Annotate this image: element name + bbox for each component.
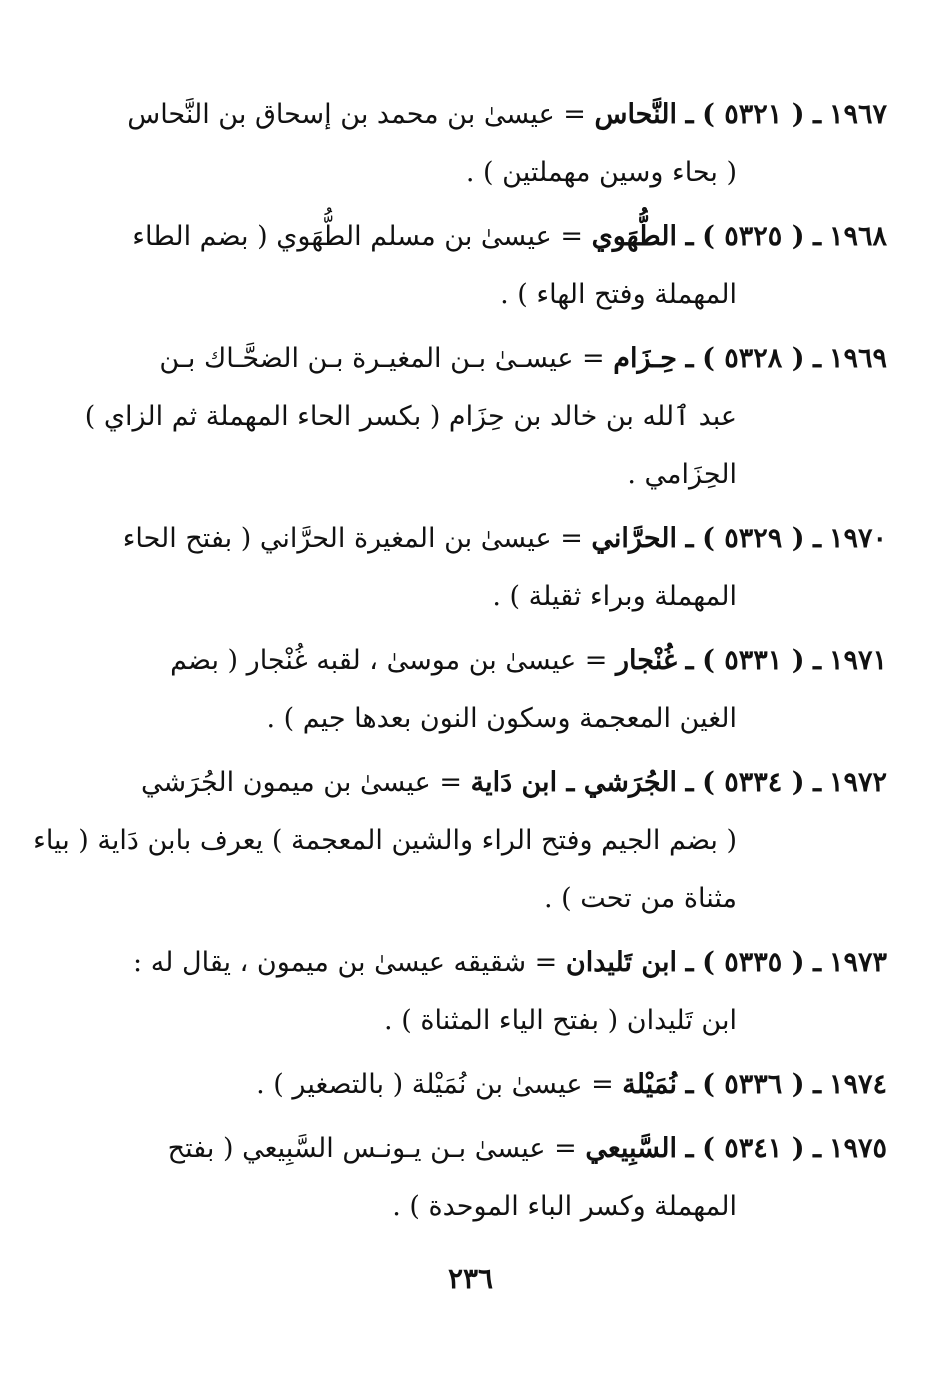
- entry-reference: ( ٥٣٢١ ): [702, 99, 805, 130]
- entry-1967: [71, 86, 888, 202]
- entry-reference: ( ٥٣٣٤ ): [702, 767, 805, 798]
- entry-heading: حِـزَام: [613, 343, 677, 374]
- entry-reference: ( ٥٣٢٨ ): [702, 343, 805, 374]
- entry-line: ابن تَليدان ( بفتح الياء المثناة ) .: [384, 1005, 737, 1036]
- entry-line: [71, 1056, 821, 1114]
- entry-line: [71, 330, 821, 388]
- entry-reference: ( ٥٣٣٦ ): [702, 1069, 805, 1100]
- entry-text: = عيسىٰ بن موسىٰ ، لقبه غُنْجار ( بضم: [170, 645, 608, 676]
- entry-number: ١٩٦٩: [829, 343, 888, 374]
- entry-text: = شقيقه عيسىٰ بن ميمون ، يقال له :: [133, 947, 558, 978]
- entry-line: [71, 510, 821, 568]
- entry-line: ( بحاء وسين مهملتين ) .: [465, 157, 737, 188]
- entry-reference: ( ٥٣٣٥ ): [702, 947, 805, 978]
- entry-line: [71, 1120, 821, 1178]
- entry-1969: [71, 330, 888, 504]
- entry-separator: ـ: [813, 99, 821, 130]
- entry-number: ١٩٧٥: [829, 1133, 888, 1164]
- entry-line: الحِزَامي .: [627, 459, 737, 490]
- entry-separator: ـ: [685, 523, 694, 554]
- entry-text: = عيسىٰ بن المغيرة الحرَّاني ( بفتح الحاء: [122, 523, 583, 554]
- entry-text: = عيسىٰ بـن يـونـس السَّبِيعي ( بفتح: [167, 1133, 577, 1164]
- entry-line: المهملة وبراء ثقيلة ) .: [492, 581, 737, 612]
- entry-separator: ـ: [813, 645, 821, 676]
- entry-heading: الطُّهَوي: [591, 221, 677, 252]
- entry-separator: ـ: [813, 221, 821, 252]
- entry-separator: ـ: [685, 343, 694, 374]
- entry-text: = عيسىٰ بن محمد بن إسحاق بن النَّحاس: [127, 99, 586, 130]
- entry-1971: [71, 632, 888, 748]
- entry-heading: الجُرَشي ـ ابن دَاية: [470, 767, 677, 798]
- entry-number: ١٩٧٠: [829, 523, 888, 554]
- entry-separator: ـ: [813, 343, 821, 374]
- entry-heading: الحرَّاني: [591, 523, 677, 554]
- entry-number: ١٩٧٢: [829, 767, 888, 798]
- entry-number: ١٩٧٣: [829, 947, 888, 978]
- entry-text: = عيسىٰ بن ميمون الجُرَشي: [140, 767, 462, 798]
- entry-line: عبد ٱلله بن خالد بن حِزَام ( بكسر الحاء المهملة ثم الزاي ): [84, 401, 737, 432]
- entry-separator: ـ: [685, 767, 694, 798]
- entry-separator: ـ: [685, 1069, 694, 1100]
- entry-separator: ـ: [685, 99, 694, 130]
- entry-heading: غُنْجار: [616, 645, 677, 676]
- entry-1972: [33, 754, 888, 928]
- entry-heading: السَّبِيعي: [585, 1133, 677, 1164]
- entry-separator: ـ: [813, 767, 821, 798]
- entry-line: المهملة وكسر الباء الموحدة ) .: [392, 1191, 737, 1222]
- entry-number: ١٩٦٨: [829, 221, 888, 252]
- entry-1968: [71, 208, 888, 324]
- entry-line: [71, 86, 821, 144]
- entry-reference: ( ٥٣٢٩ ): [702, 523, 805, 554]
- entry-heading: النَّحاس: [594, 99, 677, 130]
- entry-1975: [71, 1120, 888, 1236]
- entry-reference: ( ٥٣٢٥ ): [702, 221, 805, 252]
- entry-line: [71, 934, 821, 992]
- entry-1970: [71, 510, 888, 626]
- entry-1974: [71, 1056, 888, 1114]
- entry-number: ١٩٦٧: [829, 99, 888, 130]
- entry-number: ١٩٧١: [829, 645, 888, 676]
- entry-line: مثناة من تحت ) .: [543, 883, 737, 914]
- entry-separator: ـ: [685, 221, 694, 252]
- entry-text: = عيسـىٰ بـن المغيـرة بـن الضحَّـاك بـن: [159, 343, 605, 374]
- entry-separator: ـ: [685, 947, 694, 978]
- entry-separator: ـ: [813, 523, 821, 554]
- entry-separator: ـ: [813, 1133, 821, 1164]
- entry-separator: ـ: [813, 1069, 821, 1100]
- entry-1973: [71, 934, 888, 1050]
- entry-line: [71, 208, 821, 266]
- entry-separator: ـ: [685, 1133, 694, 1164]
- entry-reference: ( ٥٣٣١ ): [702, 645, 805, 676]
- entry-line: [71, 632, 821, 690]
- entry-line: الغين المعجمة وسكون النون بعدها جيم ) .: [266, 703, 737, 734]
- entry-separator: ـ: [813, 947, 821, 978]
- entry-number: ١٩٧٤: [829, 1069, 888, 1100]
- entry-heading: ابن تَليدان: [565, 947, 677, 978]
- entry-line: المهملة وفتح الهاء ) .: [500, 279, 737, 310]
- entry-reference: ( ٥٣٤١ ): [702, 1133, 805, 1164]
- entry-line: ( بضم الجيم وفتح الراء والشين المعجمة ) يعرف بابن دَاية ( بياء: [33, 825, 737, 856]
- entry-text: = عيسىٰ بن مسلم الطُّهَوي ( بضم الطاء: [132, 221, 583, 252]
- entry-text: = عيسىٰ بن نُمَيْلة ( بالتصغير ) .: [256, 1069, 614, 1100]
- page-body: [33, 86, 888, 1242]
- entry-line: [71, 754, 821, 812]
- page-number: ٢٣٦: [447, 1262, 494, 1295]
- entry-heading: نُمَيْلة: [622, 1069, 677, 1100]
- entry-separator: ـ: [685, 645, 694, 676]
